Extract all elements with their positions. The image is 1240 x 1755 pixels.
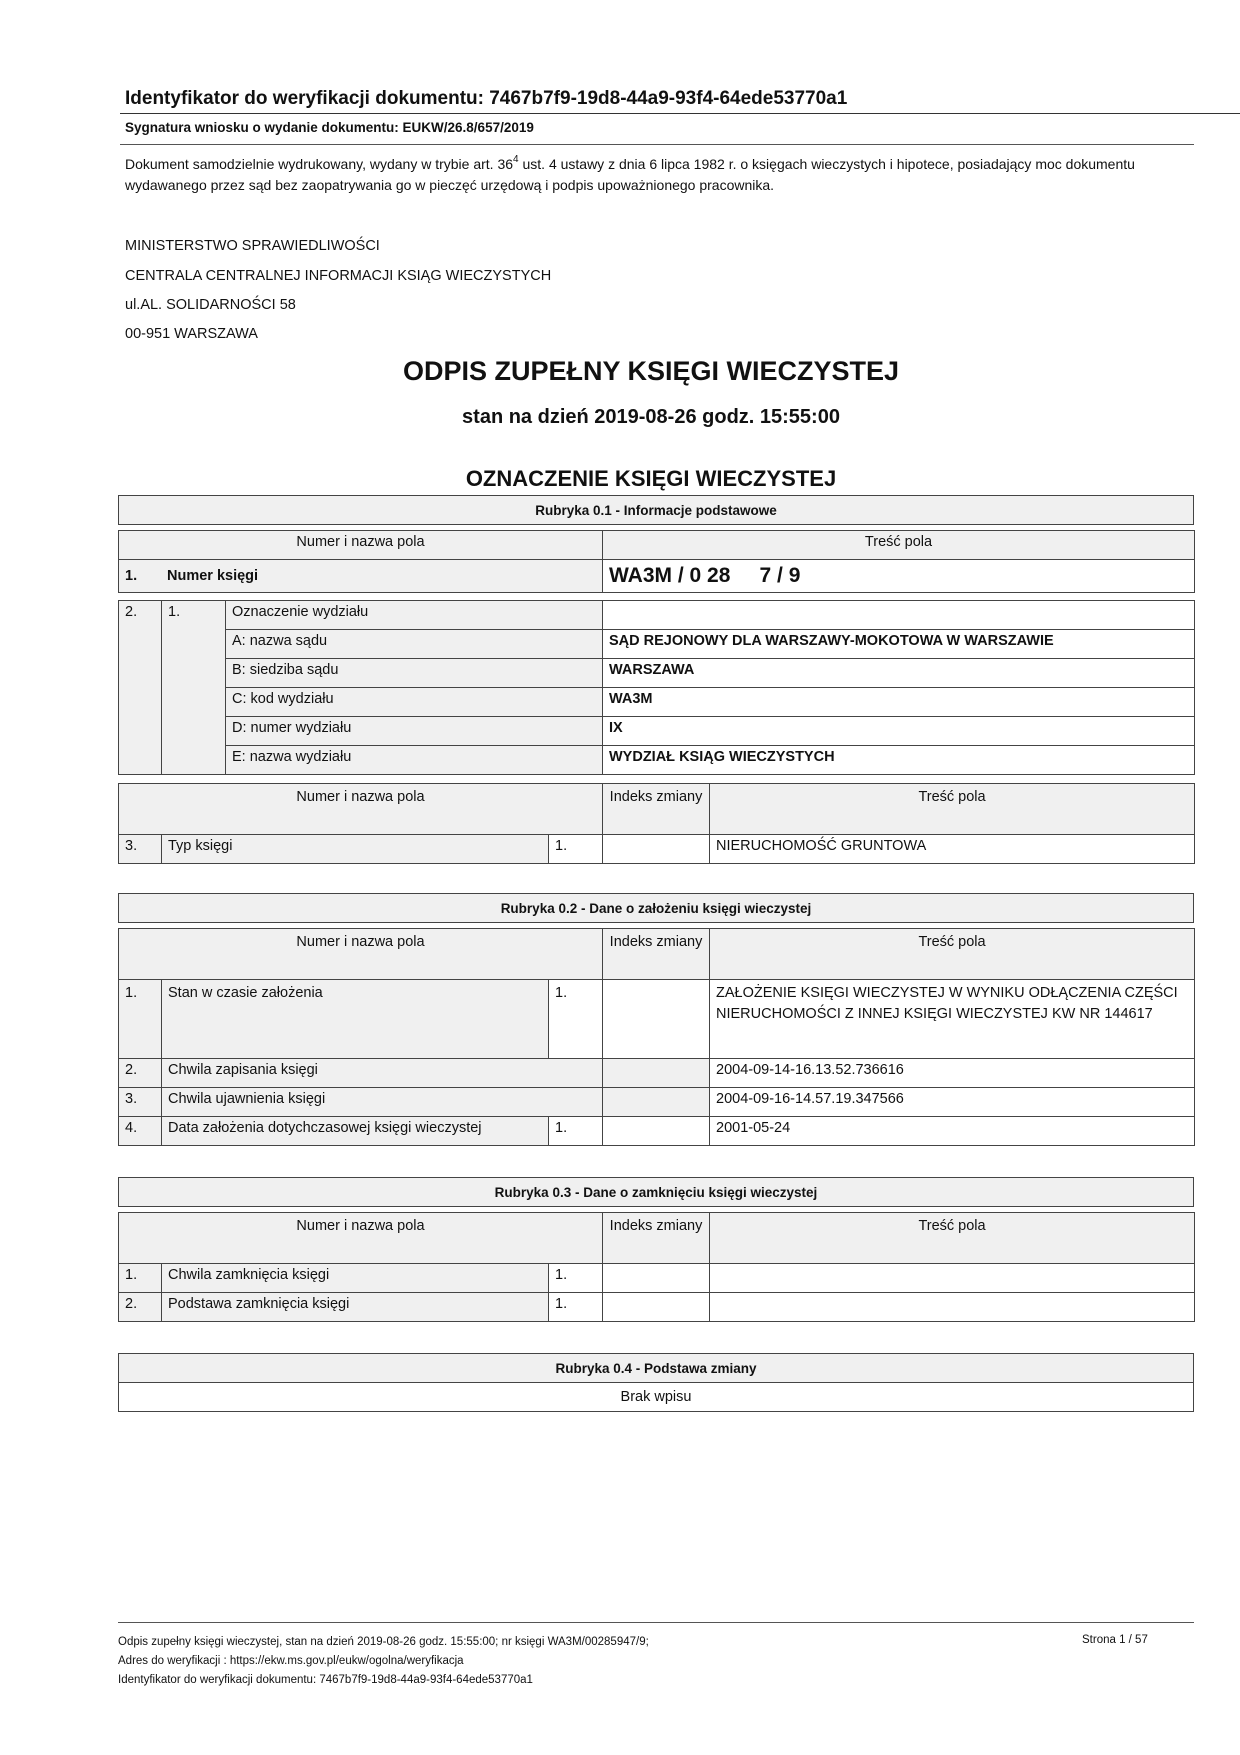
- table-row-index: [603, 1117, 710, 1146]
- section-title: OZNACZENIE KSIĘGI WIECZYSTEJ: [465, 466, 837, 491]
- table-row-number: 3.: [119, 1088, 162, 1117]
- footer-rule: [118, 1622, 1194, 1623]
- column-header-name: Numer i nazwa pola: [119, 784, 603, 835]
- table-row-number: 4.: [119, 1117, 162, 1146]
- rubryka-title: Rubryka 0.4 - Podstawa zmiany: [119, 1354, 1194, 1383]
- table-row-index: [603, 1088, 710, 1117]
- rubryka-title: Rubryka 0.3 - Dane o zamknięciu księgi wieczystej: [119, 1178, 1194, 1207]
- table-row-subindex: 1.: [549, 1117, 603, 1146]
- table-row-value: [710, 1293, 1195, 1322]
- rubryka-title: Rubryka 0.1 - Informacje podstawowe: [119, 496, 1194, 525]
- table-row-number: 1.: [119, 980, 162, 1059]
- field-2-value: [603, 601, 1195, 630]
- rubryka-0-1-header: [118, 495, 1194, 525]
- request-signature: Sygnatura wniosku o wydanie dokumentu: EUKW/26.8/657/2019: [125, 120, 534, 135]
- page-number: Strona 1 / 57: [1082, 1634, 1148, 1646]
- document-title: ODPIS ZUPEŁNY KSIĘGI WIECZYSTEJ: [402, 356, 900, 386]
- field-1-name: 1. Numer księgi: [119, 560, 603, 593]
- r03-table: [118, 1212, 1195, 1322]
- header-rule-2: [120, 144, 1194, 145]
- field-3-subindex: 1.: [549, 835, 603, 864]
- rubryka-0-2-header: [118, 893, 1194, 923]
- table-row-subindex: 1.: [549, 980, 603, 1059]
- header-rule: [120, 113, 1240, 114]
- table-row-subindex: 1.: [549, 1264, 603, 1293]
- table-row-index: [603, 1293, 710, 1322]
- table-row-name: Chwila zamknięcia księgi: [162, 1264, 549, 1293]
- table-row-name: Stan w czasie założenia: [162, 980, 549, 1059]
- rubryka-title: Rubryka 0.2 - Dane o założeniu księgi wieczystej: [119, 894, 1194, 923]
- table-row-subindex: 1.: [549, 1293, 603, 1322]
- book-number: WA3M / 0 28 7 / 9: [603, 560, 1195, 593]
- rubryka-0-4-table: [118, 1353, 1194, 1412]
- r01-field2-table: [118, 600, 1195, 775]
- r01-field1-table: [118, 530, 1195, 593]
- department-code-value: WA3M: [603, 688, 1195, 717]
- table-row-value: 2004-09-14-16.13.52.736616: [710, 1059, 1195, 1088]
- table-row-number: 1.: [119, 1264, 162, 1293]
- footer-line-1: Odpis zupełny księgi wieczystej, stan na dzień 2019-08-26 godz. 15:55:00; nr księgi WA3M/00285947/9;: [118, 1636, 649, 1648]
- no-entry: Brak wpisu: [119, 1383, 1194, 1412]
- field-2-label: Oznaczenie wydziału: [226, 601, 603, 630]
- court-name-value: SĄD REJONOWY DLA WARSZAWY-MOKOTOWA W WARSZAWIE: [603, 630, 1195, 659]
- column-header-content: Treść pola: [710, 929, 1195, 980]
- legal-notice: Dokument samodzielnie wydrukowany, wydany w trybie art. $36^4$ ust. 4 ustawy z dnia 6 lipca 1982 r. o księgach wieczystych i hipotece, posiadający moc dokumentu wydawanego przez sąd bez zaopatrywania go w pieczęć urzędową i podpis upoważnionego pracownika.: [125, 154, 1135, 193]
- field-2-number: 2.: [119, 601, 162, 775]
- column-header-index: Indeks zmiany: [603, 929, 710, 980]
- table-row-name: Chwila zapisania księgi: [162, 1059, 603, 1088]
- address-line-3: ul.AL. SOLIDARNOŚCI 58: [125, 297, 296, 313]
- column-header-content: Treść pola: [603, 531, 1195, 560]
- table-row-index: [603, 1264, 710, 1293]
- table-row-value: 2001-05-24: [710, 1117, 1195, 1146]
- table-row-number: 2.: [119, 1293, 162, 1322]
- footer-line-3: Identyfikator do weryfikacji dokumentu: 7467b7f9-19d8-44a9-93f4-64ede53770a1: [118, 1674, 533, 1686]
- r01-field3-table: [118, 783, 1195, 864]
- table-row-value: [710, 1264, 1195, 1293]
- department-number-label: D: numer wydziału: [226, 717, 603, 746]
- field-2-subnumber: 1.: [162, 601, 226, 775]
- field-3-number: 3.: [119, 835, 162, 864]
- address-line-4: 00-951 WARSZAWA: [125, 326, 258, 342]
- table-row-name: Chwila ujawnienia księgi: [162, 1088, 603, 1117]
- table-row-number: 2.: [119, 1059, 162, 1088]
- table-row-index: [603, 1059, 710, 1088]
- address-line-2: CENTRALA CENTRALNEJ INFORMACJI KSIĄG WIECZYSTYCH: [125, 268, 552, 284]
- table-row-value: 2004-09-16-14.57.19.347566: [710, 1088, 1195, 1117]
- court-name-label: A: nazwa sądu: [226, 630, 603, 659]
- department-code-label: C: kod wydziału: [226, 688, 603, 717]
- column-header-name: Numer i nazwa pola: [119, 929, 603, 980]
- state-date: stan na dzień 2019-08-26 godz. 15:55:00: [462, 406, 840, 428]
- address-line-1: MINISTERSTWO SPRAWIEDLIWOŚCI: [125, 238, 380, 254]
- field-3-value: NIERUCHOMOŚĆ GRUNTOWA: [710, 835, 1195, 864]
- department-number-value: IX: [603, 717, 1195, 746]
- table-row-name: Podstawa zamknięcia księgi: [162, 1293, 549, 1322]
- table-row-value: ZAŁOŻENIE KSIĘGI WIECZYSTEJ W WYNIKU ODŁĄCZENIA CZĘŚCI NIERUCHOMOŚCI Z INNEJ KSIĘGI WIECZYSTEJ KW NR 144617: [710, 980, 1195, 1059]
- department-name-value: WYDZIAŁ KSIĄG WIECZYSTYCH: [603, 746, 1195, 775]
- r02-table: [118, 928, 1195, 1146]
- column-header-index: Indeks zmiany: [603, 1213, 710, 1264]
- court-seat-value: WARSZAWA: [603, 659, 1195, 688]
- department-name-label: E: nazwa wydziału: [226, 746, 603, 775]
- table-row-index: [603, 980, 710, 1059]
- field-3-name: Typ księgi: [162, 835, 549, 864]
- table-row-name: Data założenia dotychczasowej księgi wieczystej: [162, 1117, 549, 1146]
- footer-line-2: Adres do weryfikacji : https://ekw.ms.gov.pl/eukw/ogolna/weryfikacja: [118, 1655, 464, 1667]
- column-header-index: Indeks zmiany: [603, 784, 710, 835]
- court-seat-label: B: siedziba sądu: [226, 659, 603, 688]
- column-header-content: Treść pola: [710, 784, 1195, 835]
- column-header-name: Numer i nazwa pola: [119, 531, 603, 560]
- field-3-index: [603, 835, 710, 864]
- column-header-name: Numer i nazwa pola: [119, 1213, 603, 1264]
- column-header-content: Treść pola: [710, 1213, 1195, 1264]
- rubryka-0-3-header: [118, 1177, 1194, 1207]
- verification-identifier: Identyfikator do weryfikacji dokumentu: 7467b7f9-19d8-44a9-93f4-64ede53770a1: [125, 88, 848, 109]
